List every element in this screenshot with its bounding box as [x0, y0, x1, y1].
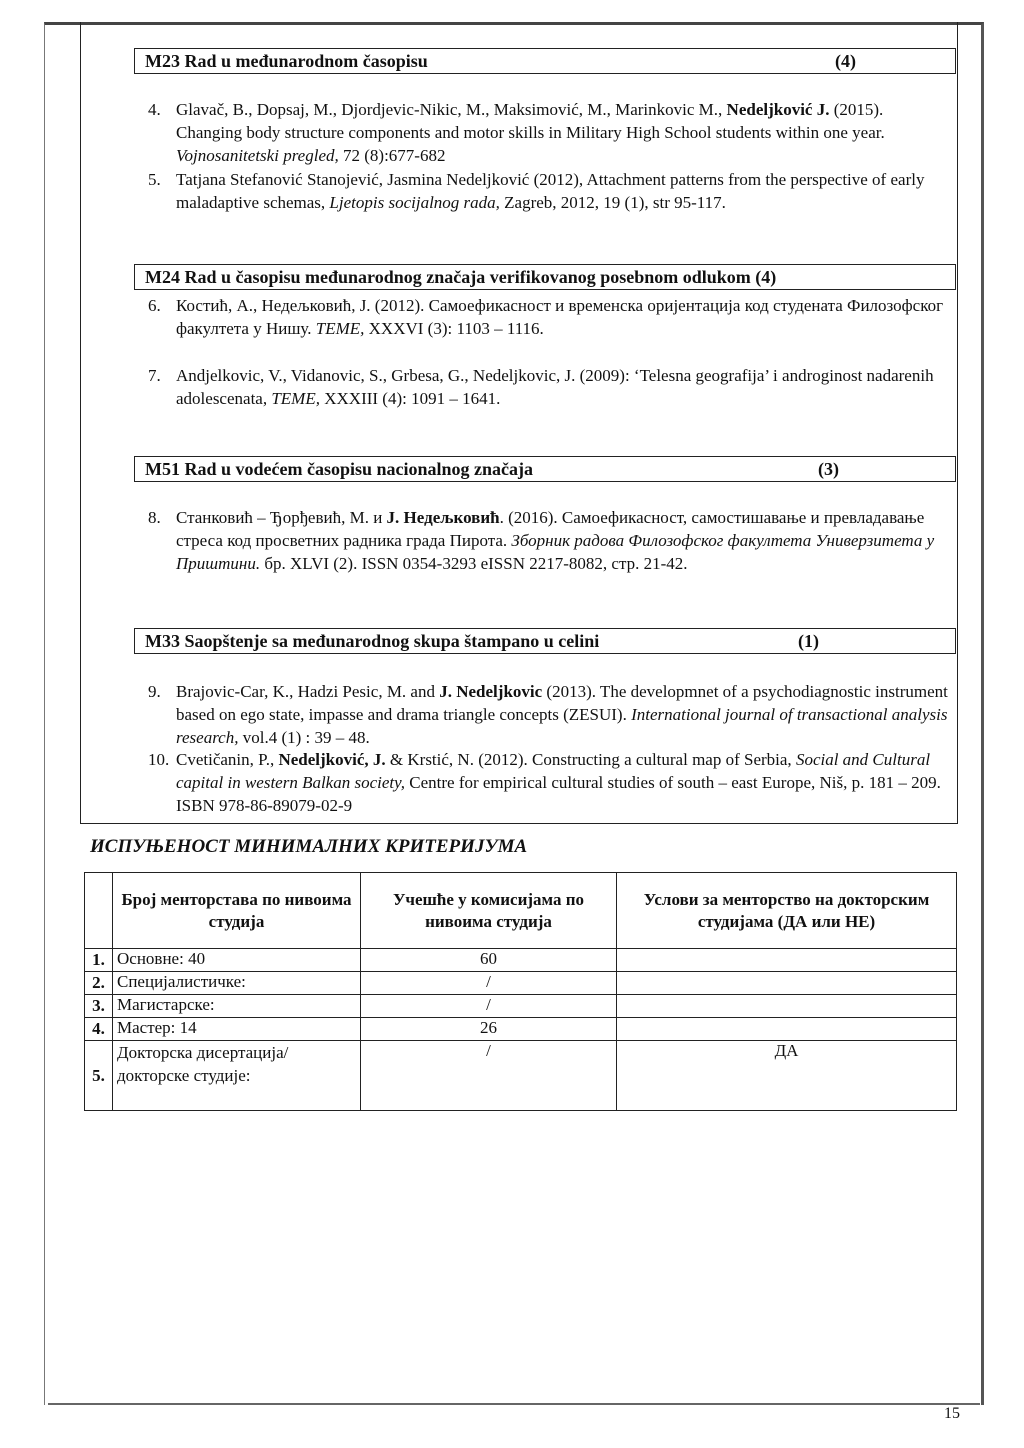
row-committees: 26 [361, 1018, 617, 1041]
reference-text: Brajovic-Car, K., Hadzi Pesic, M. and J. Nedeljkovic (2013). The developmnet of a psychodiagnostic instrument based on ego state, impasse and drama triangle concepts (ZESUI). International journal of transactional analysis research, vol.4 (1) : 39 – 48. [176, 682, 948, 747]
header-mentorships: Број менторстава по нивоима студија [113, 873, 361, 949]
reference-5 [148, 168, 948, 214]
section-count: (1) [798, 631, 819, 651]
row-conditions [617, 972, 957, 995]
reference-text: Cvetičanin, P., Nedeljković, J. & Krstić, N. (2012). Constructing a cultural map of Serbia, Social and Cultural capital in western Balkan society, Centre for empirical cultural studies of south – east Europe, Niš, p. 181 – 209. ISBN 978-86-89079-02-9 [176, 750, 941, 815]
section-header-m33 [134, 628, 956, 654]
reference-4 [148, 98, 948, 167]
row-number: 3. [85, 995, 113, 1018]
reference-text: Andjelkovic, V., Vidanovic, S., Grbesa, G., Nedeljkovic, J. (2009): ‘Telesna geografija’ i androginost nadarenih adolescenata, TEME, XXXIII (4): 1091 – 1641. [176, 366, 934, 408]
row-committees: 60 [361, 949, 617, 972]
row-committees: / [361, 995, 617, 1018]
reference-text: Станковић – Ђорђевић, М. и Ј. Недељковић. (2016). Самоефикасност, самостишавање и превладавање стреса код просветних радника града Пирота. Зборник радова Филозофског факултета Универзитета у Приштини. бр. XLVI (2). ISSN 0354-3293 eISSN 2217-8082, стр. 21-42. [176, 508, 935, 573]
table-row [85, 1041, 957, 1111]
row-conditions: ДА [617, 1041, 957, 1111]
section-count: (3) [818, 459, 839, 479]
reference-number: 9. [148, 682, 161, 701]
row-level: Мастер: 14 [113, 1018, 361, 1041]
row-conditions [617, 1018, 957, 1041]
reference-number: 8. [148, 508, 161, 527]
reference-text: Костић, А., Недељковић, Ј. (2012). Самоефикасност и временска оријентација код студената Филозофског факултета у Нишу. ТЕМЕ, XXXVI (3): 1103 – 1116. [176, 296, 944, 338]
page-number: 15 [944, 1405, 960, 1422]
section-title: M23 Rad u međunarodnom časopisu [145, 51, 428, 71]
reference-number: 7. [148, 366, 161, 385]
reference-8 [148, 506, 948, 575]
criteria-heading: ИСПУЊЕНОСТ МИНИМАЛНИХ КРИТЕРИЈУМА [90, 836, 528, 857]
section-title: M33 Saopštenje sa međunarodnog skupa štampano u celini [145, 631, 600, 651]
row-number: 5. [85, 1041, 113, 1111]
section-header-m23 [134, 48, 956, 74]
row-level: Основне: 40 [113, 949, 361, 972]
criteria-table [84, 872, 957, 1111]
reference-7 [148, 364, 948, 410]
row-conditions [617, 949, 957, 972]
row-level: Магистарске: [113, 995, 361, 1018]
row-number: 4. [85, 1018, 113, 1041]
table-row [85, 995, 957, 1018]
row-committees: / [361, 1041, 617, 1111]
row-number: 1. [85, 949, 113, 972]
table-row [85, 972, 957, 995]
row-committees: / [361, 972, 617, 995]
page-bottom-rule [48, 1403, 980, 1405]
row-number: 2. [85, 972, 113, 995]
section-title: M24 Rad u časopisu međunarodnog značaja verifikovanog posebnom odlukom (4) [145, 267, 777, 287]
row-conditions [617, 995, 957, 1018]
section-title: M51 Rad u vodećem časopisu nacionalnog značaja [145, 459, 534, 479]
reference-number: 4. [148, 100, 161, 119]
section-header-m24 [134, 264, 956, 290]
table-row [85, 1018, 957, 1041]
reference-number: 5. [148, 170, 161, 189]
reference-number: 10. [148, 750, 170, 769]
reference-text: Glavač, B., Dopsaj, M., Djordjevic-Nikic, M., Maksimović, M., Marinkovic M., Nedeljković J. (2015). Changing body structure components and motor skills in Military High School students within one year. Vojnosanitetski pregled, 72 (8):677-682 [176, 100, 885, 165]
row-level: Докторска дисертација/докторске студије: [113, 1041, 361, 1111]
row-level: Специјалистичке: [113, 972, 361, 995]
section-count: (4) [835, 51, 856, 71]
section-header-m51 [134, 456, 956, 482]
reference-9 [148, 680, 948, 749]
reference-6 [148, 294, 948, 340]
header-committees: Учешће у комисијама по нивоима студија [361, 873, 617, 949]
reference-10 [148, 748, 948, 817]
criteria-header-row [85, 873, 957, 949]
reference-text: Tatjana Stefanović Stanojević, Jasmina Nedeljković (2012), Attachment patterns from the perspective of early maladaptive schemas, Ljetopis socijalnog rada, Zagreb, 2012, 19 (1), str 95-117. [176, 170, 925, 212]
table-row [85, 949, 957, 972]
header-conditions: Услови за менторство на докторским студијама (ДА или НЕ) [617, 873, 957, 949]
reference-number: 6. [148, 296, 161, 315]
header-number [85, 873, 113, 949]
